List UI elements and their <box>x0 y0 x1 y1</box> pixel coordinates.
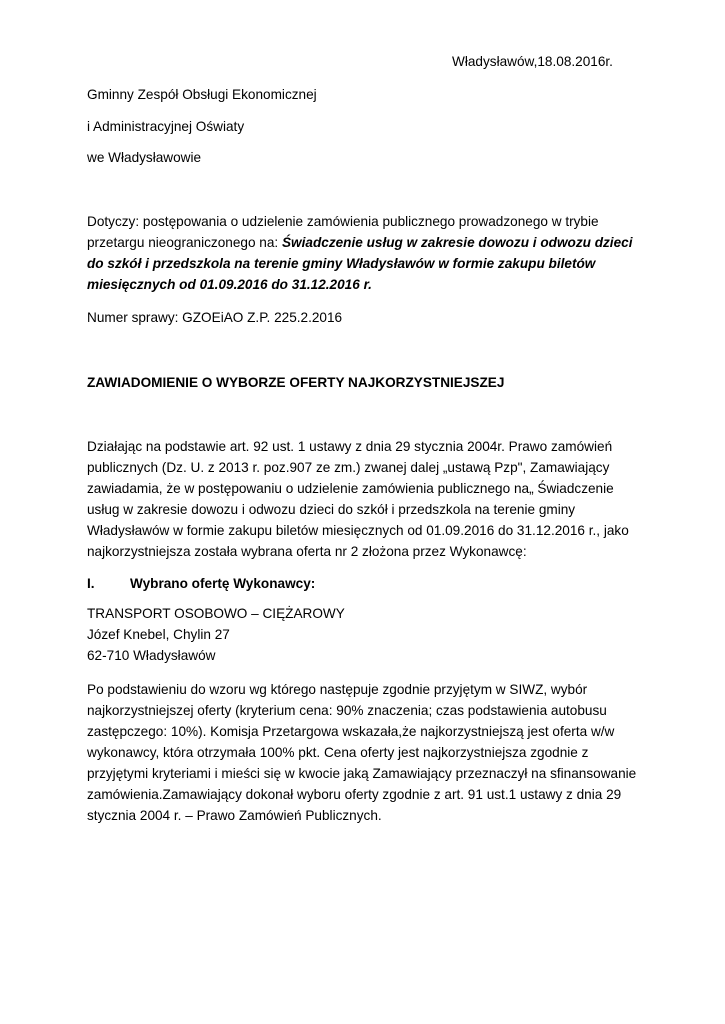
recipient-line-2: i Administracyjnej Oświaty <box>87 119 245 134</box>
case-number: Numer sprawy: GZOEiAO Z.P. 225.2.2016 <box>87 310 343 325</box>
subject-title: Świadczenie usług w zakresie dowozu i odwozu dzieci do szkół i przedszkola na terenie gminy Władysławów w formie zakupu biletów miesięcznych od 01.09.2016 do 31.12.2016 r. <box>87 235 633 292</box>
notice-heading: ZAWIADOMIENIE O WYBORZE OFERTY NAJKORZYSTNIEJSZEJ <box>87 375 505 390</box>
subject-paragraph <box>87 211 643 295</box>
subject-prefix: Dotyczy: postępowania o udzielenie zamówienia publicznego prowadzonego w trybie przetargu nieograniczonego na: <box>87 214 599 250</box>
contractor-address-1: Józef Knebel, Chylin 27 <box>87 627 230 642</box>
contractor-address-2: 62-710 Władysławów <box>87 648 216 663</box>
section-number: I. <box>87 576 95 591</box>
contractor-name: TRANSPORT OSOBOWO – CIĘŻAROWY <box>87 606 345 621</box>
recipient-line-1: Gminny Zespół Obsługi Ekonomicznej <box>87 87 317 102</box>
recipient-line-3: we Władysławowie <box>87 150 202 165</box>
document-date: Władysławów,18.08.2016r. <box>452 54 613 69</box>
section-title: Wybrano ofertę Wykonawcy: <box>130 576 316 591</box>
contractor-block <box>87 603 643 666</box>
justification-paragraph: Po podstawieniu do wzoru wg którego następuje zgodnie przyjętym w SIWZ, wybór najkorzystniejszej oferty (kryterium cena: 90% znaczenia; czas podstawienia autobusu zastępczego: 10%). Komisja Przetargowa wskazała,że najkorzystniejszą jest oferta w/w wykonawcy, która otrzymała 100% pkt. Cena oferty jest najkorzystniejsza zgodnie z przyjętymi kryteriami i mieści się w kwocie jaką Zamawiający przeznaczył na sfinansowanie zamówienia.Zamawiający dokonał wyboru oferty zgodnie z art. 91 ust.1 ustawy z dnia 29 stycznia 2004 r. – Prawo Zamówień Publicznych. <box>87 682 637 823</box>
body-paragraph: Działając na podstawie art. 92 ust. 1 ustawy z dnia 29 stycznia 2004r. Prawo zamówień publicznych (Dz. U. z 2013 r. poz.907 ze zm.) zwanej dalej „ustawą Pzp", Zamawiający zawiadamia, że w postępowaniu o udzielenie zamówienia publicznego na„ Świadczenie usług w zakresie dowozu i odwozu dzieci do szkół i przedszkola na terenie gminy Władysławów w formie zakupu biletów miesięcznych od 01.09.2016 do 31.12.2016 r., jako najkorzystniejsza została wybrana oferta nr 2 złożona przez Wykonawcę: <box>87 439 629 559</box>
